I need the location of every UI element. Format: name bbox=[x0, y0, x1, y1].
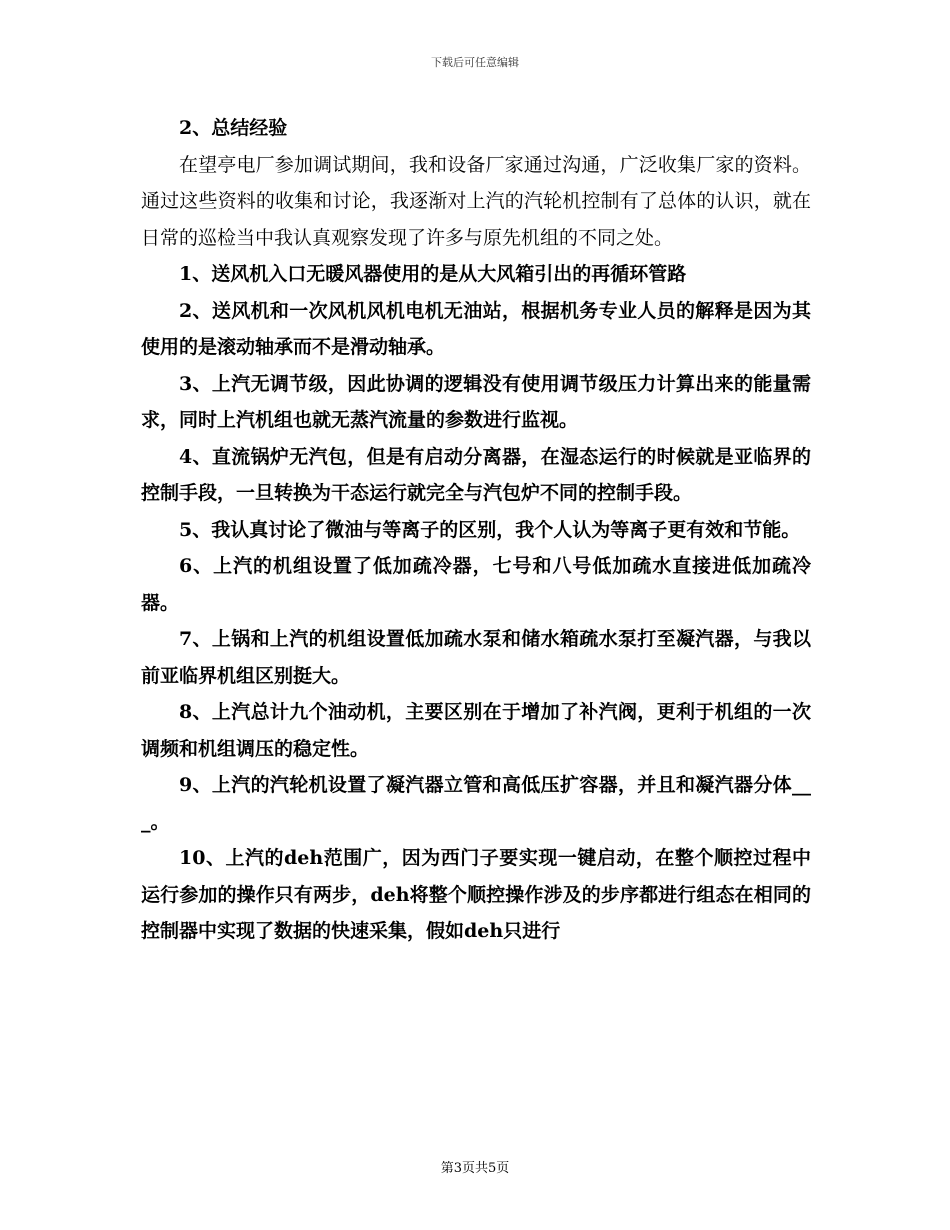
list-item: 1、送风机入口无暖风器使用的是从大风箱引出的再循环管路 bbox=[179, 263, 687, 285]
list-item: 8、上汽总计九个油动机，主要区别在于增加了补汽阀，更利于机组的一次调频和机组调压的稳定性。 bbox=[141, 701, 811, 760]
list-item: 7、上锅和上汽的机组设置低加疏水泵和储水箱疏水泵打至凝汽器，与我以前亚临界机组区别挺大。 bbox=[141, 628, 811, 687]
list-item: 9、上汽的汽轮机设置了凝汽器立管和高低压扩容器，并且和凝汽器分体___。 bbox=[141, 774, 811, 833]
list-item: 6、上汽的机组设置了低加疏冷器，七号和八号低加疏水直接进低加疏冷器。 bbox=[141, 555, 811, 614]
list-item: 5、我认真讨论了微油与等离子的区别，我个人认为等离子更有效和节能。 bbox=[179, 518, 801, 541]
list-item: 3、上汽无调节级，因此协调的逻辑没有使用调节级压力计算出来的能量需求，同时上汽机组也就无蒸汽流量的参数进行监视。 bbox=[141, 372, 811, 431]
list-item: 2、送风机和一次风机风机电机无油站，根据机务专业人员的解释是因为其使用的是滚动轴承而不是滑动轴承。 bbox=[141, 299, 811, 358]
document-body bbox=[141, 110, 811, 950]
intro-paragraph: 在望亭电厂参加调试期间，我和设备厂家通过沟通，广泛收集厂家的资料。通过这些资料的收集和讨论，我逐渐对上汽的汽轮机控制有了总体的认识，就在日常的巡检当中我认真观察发现了许多与原先机组的不同之处。 bbox=[141, 153, 811, 249]
page-number: 第3页共5页 bbox=[440, 1161, 510, 1176]
page-header: 下载后可任意编辑 bbox=[431, 56, 519, 69]
list-item: 10、上汽的deh范围广，因为西门子要实现一键启动，在整个顺控过程中运行参加的操作只有两步，deh将整个顺控操作涉及的步序都进行组态在相同的控制器中实现了数据的快速采集，假如deh只进行 bbox=[141, 847, 811, 942]
list-item: 4、直流锅炉无汽包，但是有启动分离器，在湿态运行的时候就是亚临界的控制手段，一旦转换为干态运行就完全与汽包炉不同的控制手段。 bbox=[141, 445, 811, 504]
section-heading: 2、总结经验 bbox=[179, 117, 288, 139]
